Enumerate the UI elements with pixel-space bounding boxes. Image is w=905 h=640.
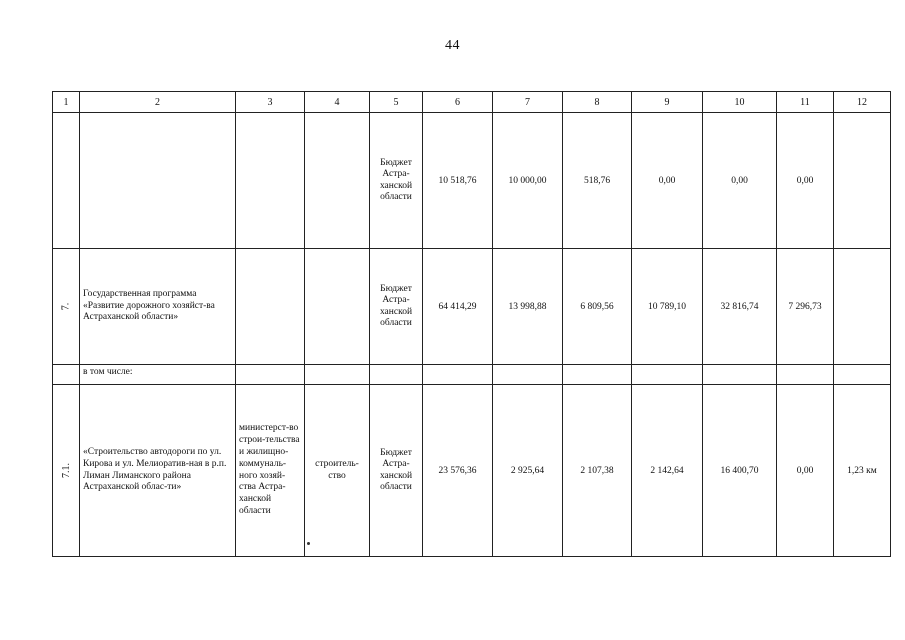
empty-cell — [777, 365, 834, 385]
value-cell: 0,00 — [777, 113, 834, 249]
value-cell: 23 576,36 — [423, 385, 493, 557]
ministry-cell: министерст-во строи-тельства и жилищно-коммуналь-ного хозяй-ства Астра-ханской области — [236, 385, 305, 557]
ministry-cell — [236, 249, 305, 365]
program-name — [80, 113, 236, 249]
value-cell: 6 809,56 — [563, 249, 632, 365]
value-cell: 64 414,29 — [423, 249, 493, 365]
scan-speck — [307, 542, 310, 545]
funding-source: Бюджет Астра-ханской области — [370, 385, 423, 557]
value-cell: 32 816,74 — [703, 249, 777, 365]
value-cell: 0,00 — [703, 113, 777, 249]
table-row — [53, 365, 891, 385]
subtitle-cell: в том числе: — [80, 365, 236, 385]
value-cell: 13 998,88 — [493, 249, 563, 365]
work-kind: строитель-ство — [305, 385, 370, 557]
column-header: 9 — [632, 92, 703, 113]
value-cell: 10 000,00 — [493, 113, 563, 249]
column-header: 8 — [563, 92, 632, 113]
column-header: 1 — [53, 92, 80, 113]
value-cell: 1,23 км — [834, 385, 891, 557]
empty-cell — [236, 365, 305, 385]
row-number: 7. — [53, 249, 80, 365]
value-cell — [834, 113, 891, 249]
ministry-cell — [236, 113, 305, 249]
work-kind — [305, 249, 370, 365]
row-number — [53, 113, 80, 249]
table-row — [53, 113, 891, 249]
table-header-row — [53, 92, 891, 113]
value-cell: 518,76 — [563, 113, 632, 249]
column-header: 6 — [423, 92, 493, 113]
table-row — [53, 385, 891, 557]
value-cell: 0,00 — [777, 385, 834, 557]
budget-table — [52, 91, 891, 557]
column-header: 7 — [493, 92, 563, 113]
column-header: 11 — [777, 92, 834, 113]
empty-cell — [632, 365, 703, 385]
value-cell: 2 107,38 — [563, 385, 632, 557]
funding-source: Бюджет Астра-ханской области — [370, 249, 423, 365]
empty-cell — [834, 365, 891, 385]
empty-cell — [370, 365, 423, 385]
empty-cell — [563, 365, 632, 385]
empty-cell — [305, 365, 370, 385]
row-number — [53, 365, 80, 385]
column-header: 10 — [703, 92, 777, 113]
value-cell: 16 400,70 — [703, 385, 777, 557]
column-header: 4 — [305, 92, 370, 113]
empty-cell — [493, 365, 563, 385]
work-kind — [305, 113, 370, 249]
table-row — [53, 249, 891, 365]
value-cell — [834, 249, 891, 365]
funding-source: Бюджет Астра-ханской области — [370, 113, 423, 249]
page-number: 44 — [445, 38, 460, 53]
value-cell: 10 789,10 — [632, 249, 703, 365]
column-header: 2 — [80, 92, 236, 113]
column-header: 5 — [370, 92, 423, 113]
value-cell: 2 925,64 — [493, 385, 563, 557]
value-cell: 10 518,76 — [423, 113, 493, 249]
empty-cell — [423, 365, 493, 385]
program-name: «Строительство автодороги по ул. Кирова и ул. Мелиоратив-ная в р.п. Лиман Лиманского района Астраханской облас-ти» — [80, 385, 236, 557]
row-number: 7.1. — [53, 385, 80, 557]
program-name: Государственная программа «Развитие дорожного хозяйст-ва Астраханской области» — [80, 249, 236, 365]
empty-cell — [703, 365, 777, 385]
column-header: 12 — [834, 92, 891, 113]
value-cell: 2 142,64 — [632, 385, 703, 557]
value-cell: 0,00 — [632, 113, 703, 249]
column-header: 3 — [236, 92, 305, 113]
value-cell: 7 296,73 — [777, 249, 834, 365]
